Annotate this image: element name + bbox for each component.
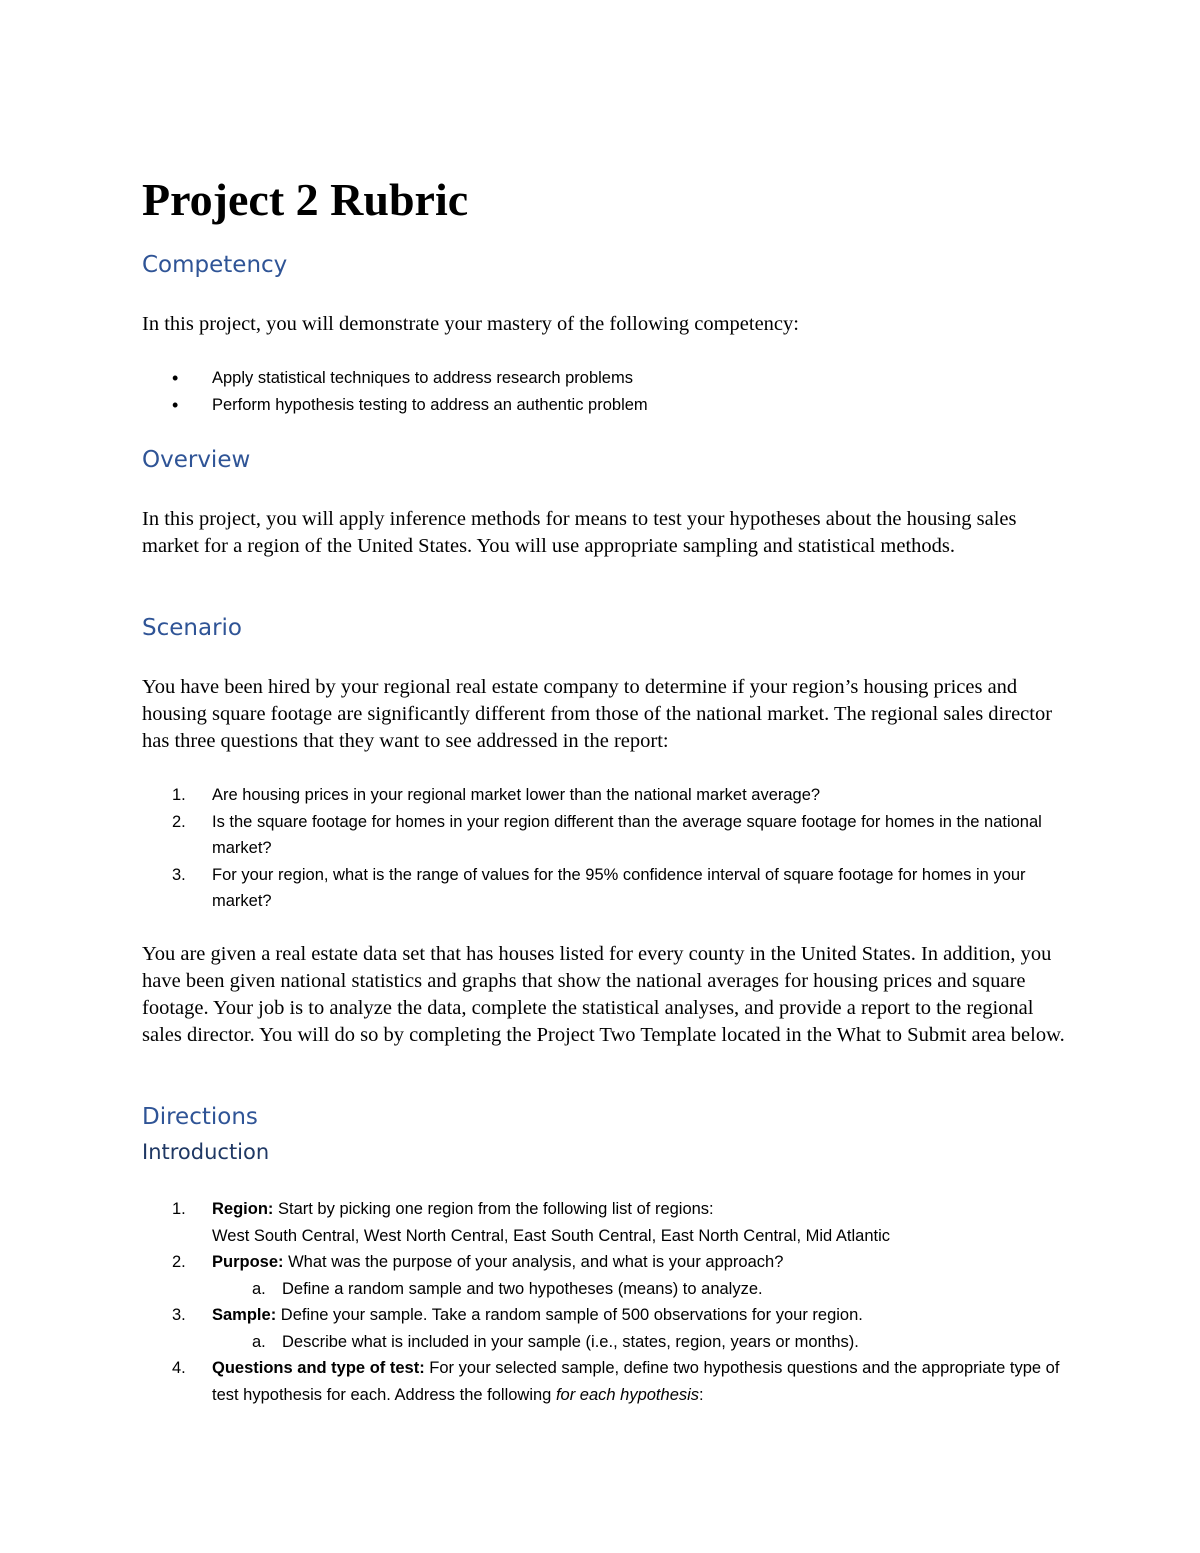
scenario-heading: Scenario [142,615,242,641]
scenario-paragraph-1: You have been hired by your regional real estate company to determine if your region’s housing prices and housing square footage are significantly different from those of the national market. The regional sales director has three questions that they want to see addressed in the report: [142,676,1053,752]
scenario-paragraph-2: You are given a real estate data set that has houses listed for every county in the United States. In addition, you have been given national statistics and graphs that show the national averages for housing prices and square footage. Your job is to analyze the data, complete the statistical analyses, and provide a report to the regional sales director. You will do so by completing the Project Two Template located in the What to Submit area below. [142,943,1065,1046]
document-title: Project 2 Rubric [142,174,469,225]
competency-heading: Competency [142,252,288,278]
directions-heading: Directions [142,1104,258,1130]
list-item: 2. Purpose: What was the purpose of your analysis, and what is your approach? a. Define a random sample and two hypotheses (means) to analyze. [142,1249,1072,1302]
list-item: 4. Questions and type of test: For your selected sample, define two hypothesis questions and the appropriate type of test hypothesis for each. Address the following for each hypothesis: [172,1359,1060,1404]
list-item: 3. Sample: Define your sample. Take a random sample of 500 observations for your region. a. Describe what is included in your sample (i.e., states, region, years or months). [142,1302,1072,1355]
sub-list [212,1329,1072,1356]
list-item: 1. Region: Start by picking one region from the following list of regions: West South Central, West North Central, East South Central, East North Central, Mid Atlantic [172,1200,891,1245]
sub-list-item: a. Define a random sample and two hypotheses (means) to analyze. [252,1279,763,1298]
overview-heading: Overview [142,447,251,473]
bullet-icon: • [172,394,179,415]
introduction-subheading: Introduction [142,1140,270,1164]
list-item: • Apply statistical techniques to address research problems [142,365,1072,392]
list-item: • Perform hypothesis testing to address an authentic problem [142,392,1072,419]
region-options: West South Central, West North Central, East South Central, East North Central, Mid Atlantic [212,1226,891,1245]
sub-list-item: a. Describe what is included in your sample (i.e., states, region, years or months). [252,1332,859,1351]
list-item: 3. For your region, what is the range of values for the 95% confidence interval of square footage for homes in your market? [172,865,1026,910]
directions-list [142,1196,1072,1408]
list-item: 1. Are housing prices in your regional market lower than the national market average? [172,786,821,804]
competency-list [142,365,1072,418]
sub-list [212,1276,1072,1303]
competency-intro: In this project, you will demonstrate your mastery of the following competency: [142,313,799,335]
bullet-icon: • [172,368,179,388]
overview-text: In this project, you will apply inference methods for means to test your hypotheses about the housing sales market for a region of the United States. You will use appropriate sampling and statistical methods. [142,508,1017,557]
scenario-questions [142,782,1072,915]
list-item: 2. Is the square footage for homes in your region different than the average square footage for homes in the national market? [172,812,1042,857]
